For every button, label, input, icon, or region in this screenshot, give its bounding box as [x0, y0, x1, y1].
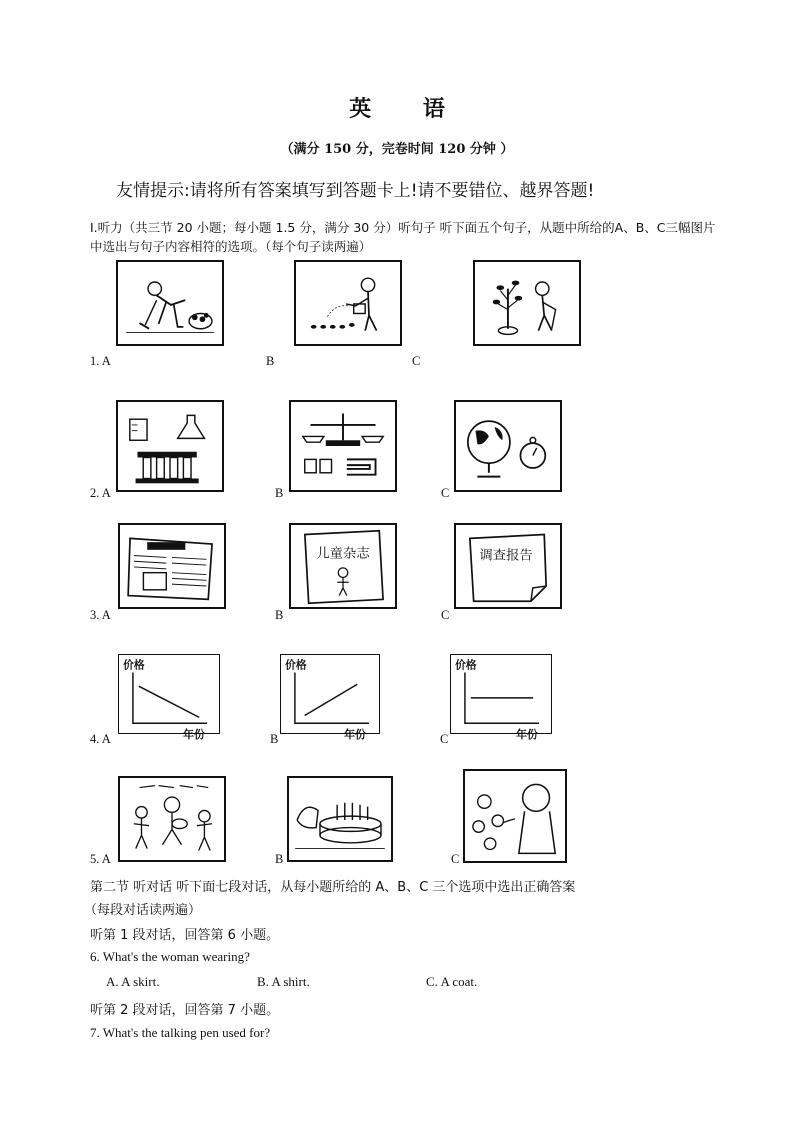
- page-title: 英 语: [349, 96, 467, 122]
- q1a-picture: [116, 260, 224, 346]
- watering-man-icon: [296, 262, 400, 344]
- q4-label-b: B: [270, 732, 279, 746]
- q3c-title: 调查报告: [479, 548, 533, 564]
- q4c-picture: [450, 654, 552, 734]
- digging-man-icon: [118, 262, 222, 344]
- newspaper-icon: [120, 525, 224, 607]
- q5c-picture: [463, 769, 567, 863]
- balance-scale-icon: [291, 402, 395, 490]
- q2a-picture: [116, 400, 224, 492]
- q2-label-b: B: [275, 486, 284, 500]
- q3a-picture: [118, 523, 226, 609]
- children-magazine-icon: [291, 525, 395, 607]
- q3b-picture: [289, 523, 397, 609]
- section1-instruction: Ⅰ.听力（共三节 20 小题；每小题 1.5 分，满分 30 分）听句子 听下面五个句子，从题中所给的A、B、C三幅图片中选出与句子内容相符的选项。（每个句子读两遍）: [90, 220, 716, 254]
- q4-label-a: 4. A: [90, 732, 111, 746]
- price-flat-graph-icon: [451, 655, 551, 733]
- section2-note: （每段对话读两遍）: [84, 903, 202, 918]
- q2b-picture: [289, 400, 397, 492]
- price-decreasing-graph-icon: [119, 655, 219, 733]
- q1-label-b: B: [266, 354, 275, 368]
- friendly-tip: 友情提示:请将所有答案填写到答题卡上!请不要错位、越界答题!: [116, 181, 595, 201]
- exam-info: （满分 150 分，完卷时间 120 分钟 ）: [280, 142, 514, 157]
- question-7: 7. What's the talking pen used for?: [90, 1025, 271, 1040]
- q5b-picture: [287, 776, 393, 862]
- dialog2-instruction: 听第 2 段对话，回答第 7 小题。: [90, 1003, 280, 1018]
- q6-option-c: C. A coat.: [426, 974, 478, 989]
- q1c-picture: [473, 260, 581, 346]
- q2-label-a: 2. A: [90, 486, 111, 500]
- q4a-ylabel: 价格: [123, 658, 145, 672]
- q5-label-b: B: [275, 852, 284, 866]
- q2-label-c: C: [441, 486, 450, 500]
- survey-report-icon: [456, 525, 560, 607]
- q5-label-a: 5. A: [90, 852, 111, 866]
- q6-option-b: B. A shirt.: [257, 974, 310, 989]
- q4a-xlabel: 年份: [183, 728, 205, 741]
- q1-label-c: C: [412, 354, 421, 368]
- q3-label-c: C: [441, 608, 450, 622]
- planting-tree-icon: [475, 262, 579, 344]
- q2c-picture: [454, 400, 562, 492]
- price-increasing-graph-icon: [281, 655, 379, 733]
- q1-label-a: 1. A: [90, 354, 111, 368]
- q3b-title: 儿童杂志: [316, 546, 370, 562]
- q1b-picture: [294, 260, 402, 346]
- q4c-ylabel: 价格: [455, 658, 477, 672]
- birthday-cake-icon: [289, 778, 391, 860]
- globe-compass-icon: [456, 402, 560, 490]
- lab-beakers-icon: [118, 402, 222, 490]
- q4-label-c: C: [440, 732, 449, 746]
- q3-label-a: 3. A: [90, 608, 111, 622]
- q5a-picture: [118, 776, 226, 862]
- q6-option-a: A. A skirt.: [106, 974, 160, 989]
- dialog1-instruction: 听第 1 段对话，回答第 6 小题。: [90, 928, 280, 943]
- q5-label-c: C: [451, 852, 460, 866]
- q4b-picture: [280, 654, 380, 734]
- children-music-icon: [120, 778, 224, 860]
- balloons-boy-icon: [465, 771, 565, 861]
- question-6: 6. What's the woman wearing?: [90, 949, 250, 964]
- q4a-picture: [118, 654, 220, 734]
- q4b-xlabel: 年份: [344, 728, 366, 741]
- q4c-xlabel: 年份: [516, 728, 538, 741]
- q4b-ylabel: 价格: [285, 658, 307, 672]
- q3c-picture: [454, 523, 562, 609]
- q3-label-b: B: [275, 608, 284, 622]
- section2-heading: 第二节 听对话 听下面七段对话，从每小题所给的 A、B、C 三个选项中选出正确答案: [90, 880, 576, 895]
